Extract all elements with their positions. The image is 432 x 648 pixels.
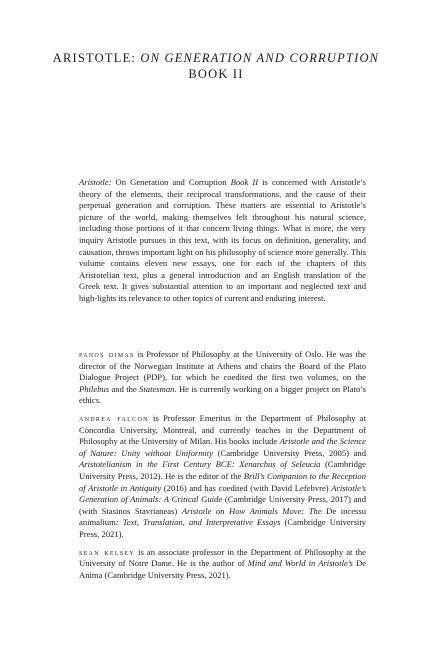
description-text-italic-3: Book II xyxy=(230,177,259,187)
bio-text: (Cambridge University Press, 2012). He is the editor of the xyxy=(79,459,366,481)
bio-text: De incessu animalium xyxy=(79,505,366,528)
bio-italic: Philebus xyxy=(79,383,110,394)
bio-text: is an associate professor in the Department of Philosophy at the University of Notre Dame. He is the author of xyxy=(79,546,366,569)
bio-italic: Aristotle on How Animals Move: The xyxy=(181,505,322,516)
bio-text: . He is currently working on a bigger project on Plato’s ethics. xyxy=(79,383,366,406)
description-paragraph xyxy=(79,177,366,305)
contributor-bios xyxy=(79,349,366,587)
book-description xyxy=(79,177,366,305)
bio-italic: Mind and World in Aristotle’s xyxy=(247,558,353,569)
bio-name-dimas: panos dimas xyxy=(79,349,135,359)
bio-text: and the xyxy=(109,383,140,394)
description-text-2: On Generation and Corruption xyxy=(111,177,231,187)
bio-falcon xyxy=(79,413,366,541)
bio-text: (Cambridge University Press, 2021). xyxy=(79,517,367,539)
bio-italic: Aristotelianism in the First Century BCE: Xenarchus of Seleucia xyxy=(79,459,321,470)
title-line-2: BOOK II xyxy=(188,67,244,81)
bio-text: (Cambridge University Press, 2005) and xyxy=(213,447,366,458)
book-title xyxy=(20,50,412,82)
bio-dimas xyxy=(79,349,366,407)
bio-text: (2016) and has coedited (with David Lefebvre) xyxy=(161,482,332,493)
bio-italic: Aristotle and the Science of Nature: Unity without Uniformity xyxy=(79,436,366,458)
bio-italic: Statesman xyxy=(139,383,175,394)
title-italic: ON GENERATION AND CORRUPTION xyxy=(140,51,380,65)
bio-name-falcon: andrea falcon xyxy=(79,412,149,423)
description-text-italic-1: Aristotle: xyxy=(79,177,112,187)
title-prefix: ARISTOTLE: xyxy=(52,51,141,65)
bio-italic: Brill’s Companion to the Reception of Aristotle in Antiquity xyxy=(79,470,366,493)
bio-text: De Anima (Cambridge University Press, 2021). xyxy=(79,558,366,580)
description-text-4: is concerned with Aristotle’s theory of the elements, their reciprocal transformations, and the cause of their perpetual generation and corruption. These matters are essential to Aristotle’s picture of the world, making themselves felt throughout his natural science, including those portions of it that concern living things. What is more, the very inquiry Aristotle pursues in this text, with its focus on definition, generality, and causation, throws important light on his philosophy of science more generally. This volume contains eleven new essays, one for each of the chapters of this Aristotelian text, plus a general introduction and an English translation of the Greek text. It gives substantial attention to an important and neglected text and high-lights its relevance to other topics of current and enduring interest. xyxy=(79,177,367,303)
bio-italic: Aristotle’s Generation of Animals: A Critical Guide xyxy=(79,482,366,505)
bio-kelsey xyxy=(79,547,366,582)
bio-italic: : Text, Translation, and Interpretative Essays xyxy=(115,517,281,528)
bio-text: (Cambridge University Press, 2017) and (with Stasinos Stavrianeas) xyxy=(79,494,366,516)
bio-text: is Professor of Philosophy at the University of Oslo. He was the director of the Norwegian Institute at Athens and chairs the Board of the Plato Dialogue Project (PDP), for which he coedited the first two volumes, on the xyxy=(79,349,366,383)
bio-text: is Professor Emeritus in the Department of Philosophy at Concordia University, Montreal, and currently teaches in the Department of Philosophy at the University of Milan. His books include xyxy=(79,412,366,447)
title-line-1 xyxy=(20,50,412,66)
bio-name-kelsey: sean kelsey xyxy=(79,546,136,557)
